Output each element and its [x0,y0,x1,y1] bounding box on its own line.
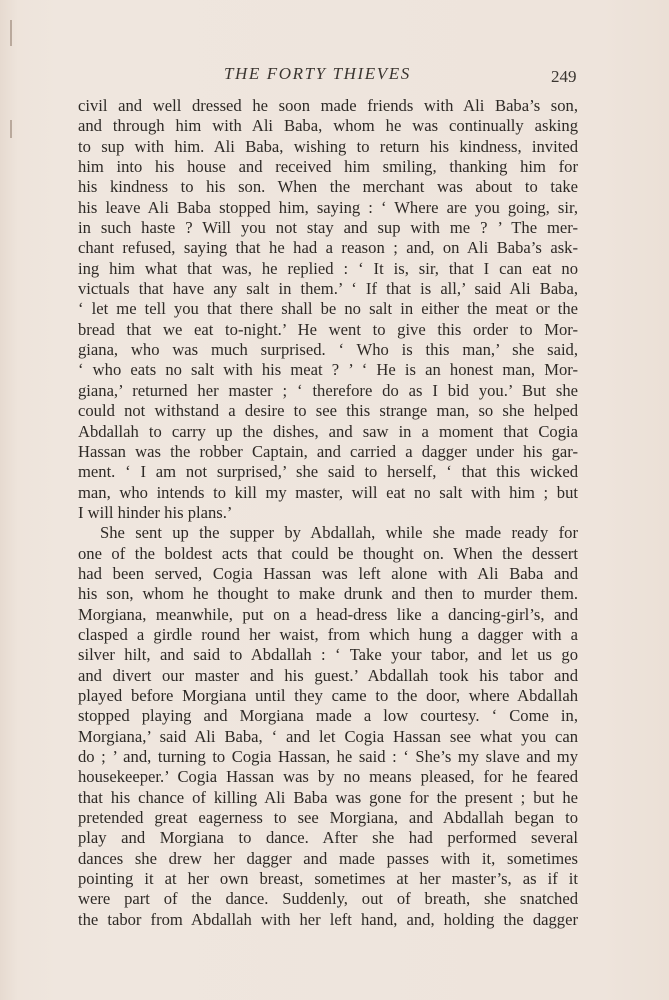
text-line: played before Morgiana until they came to the door, where Abdallah [78,685,578,705]
text-line: play and Morgiana to dance. After she had performed several [78,828,578,848]
text-line: the tabor from Abdallah with her left hand, and, holding the dagger [78,909,578,929]
text-line: ‘ let me tell you that there shall be no salt in either the meat or the [78,299,578,319]
text-line: Hassan was the robber Captain, and carried a dagger under his gar- [78,441,578,461]
text-line: his son, whom he thought to make drunk and then to murder them. [78,584,578,604]
text-line: man, who intends to kill my master, will eat no salt with him ; but [78,482,578,502]
page-edge-mark [10,120,12,138]
text-line: Morgiana,’ said Ali Baba, ‘ and let Cogia Hassan see what you can [78,726,578,746]
text-line: to sup with him. Ali Baba, wishing to return his kindness, invited [78,136,578,156]
text-line: She sent up the supper by Abdallah, while she made ready for [100,523,578,543]
page-number: 249 [551,67,577,86]
text-line: clasped a girdle round her waist, from which hung a dagger with a [78,624,578,644]
text-line: civil and well dressed he soon made friends with Ali Baba’s son, [78,96,578,115]
text-line: one of the boldest acts that could be thought on. When the dessert [78,543,578,563]
text-line: victuals that have any salt in them.’ ‘ If that is all,’ said Ali Baba, [78,279,578,299]
body-text [78,96,578,930]
text-line: could not withstand a desire to see this strange man, so she helped [78,401,578,421]
text-line: bread that we eat to-night.’ He went to give this order to Mor- [78,319,578,339]
text-line: and through him with Ali Baba, whom he was continually asking [78,116,578,136]
text-line: giana,’ returned her master ; ‘ therefore do as I bid you.’ But she [78,380,578,400]
text-line: pointing it at her own breast, sometimes at her master’s, as if it [78,869,578,889]
text-line: in such haste ? Will you not stay and sup with me ? ’ The mer- [78,218,578,238]
text-line: Abdallah to carry up the dishes, and saw in a moment that Cogia [78,421,578,441]
text-line: chant refused, saying that he had a reason ; and, on Ali Baba’s ask- [78,238,578,258]
running-title: THE FORTY THIEVES [224,64,411,83]
text-line: that his chance of killing Ali Baba was gone for the present ; but he [78,787,578,807]
text-line: his kindness to his son. When the merchant was about to take [78,177,578,197]
text-line: ‘ who eats no salt with his meat ? ’ ‘ He is an honest man, Mor- [78,360,578,380]
text-line: dances she drew her dagger and made passes with it, sometimes [78,848,578,868]
text-line: housekeeper.’ Cogia Hassan was by no means pleased, for he feared [78,767,578,787]
text-line: him into his house and received him smiling, thanking him for [78,157,578,177]
text-line: ment. ‘ I am not surprised,’ she said to herself, ‘ that this wicked [78,462,578,482]
text-line: and divert our master and his guest.’ Abdallah took his tabor and [78,665,578,685]
text-line: had been served, Cogia Hassan was left alone with Ali Baba and [78,563,578,583]
text-line: I will hinder his plans.’ [78,502,233,522]
page-edge-mark [10,20,12,46]
text-line: ing him what that was, he replied : ‘ It is, sir, that I can eat no [78,258,578,278]
text-line: giana, who was much surprised. ‘ Who is this man,’ she said, [78,340,578,360]
text-line: silver hilt, and said to Abdallah : ‘ Take your tabor, and let us go [78,645,578,665]
text-line: pretended great eagerness to see Morgiana, and Abdallah began to [78,808,578,828]
text-line: his leave Ali Baba stopped him, saying : ‘ Where are you going, sir, [78,197,578,217]
text-line: do ; ’ and, turning to Cogia Hassan, he said : ‘ She’s my slave and my [78,747,578,766]
text-line: Morgiana, meanwhile, put on a head-dress like a dancing-girl’s, and [78,604,578,624]
text-line: were part of the dance. Suddenly, out of breath, she snatched [78,889,578,909]
text-line: stopped playing and Morgiana made a low courtesy. ‘ Come in, [78,706,578,726]
